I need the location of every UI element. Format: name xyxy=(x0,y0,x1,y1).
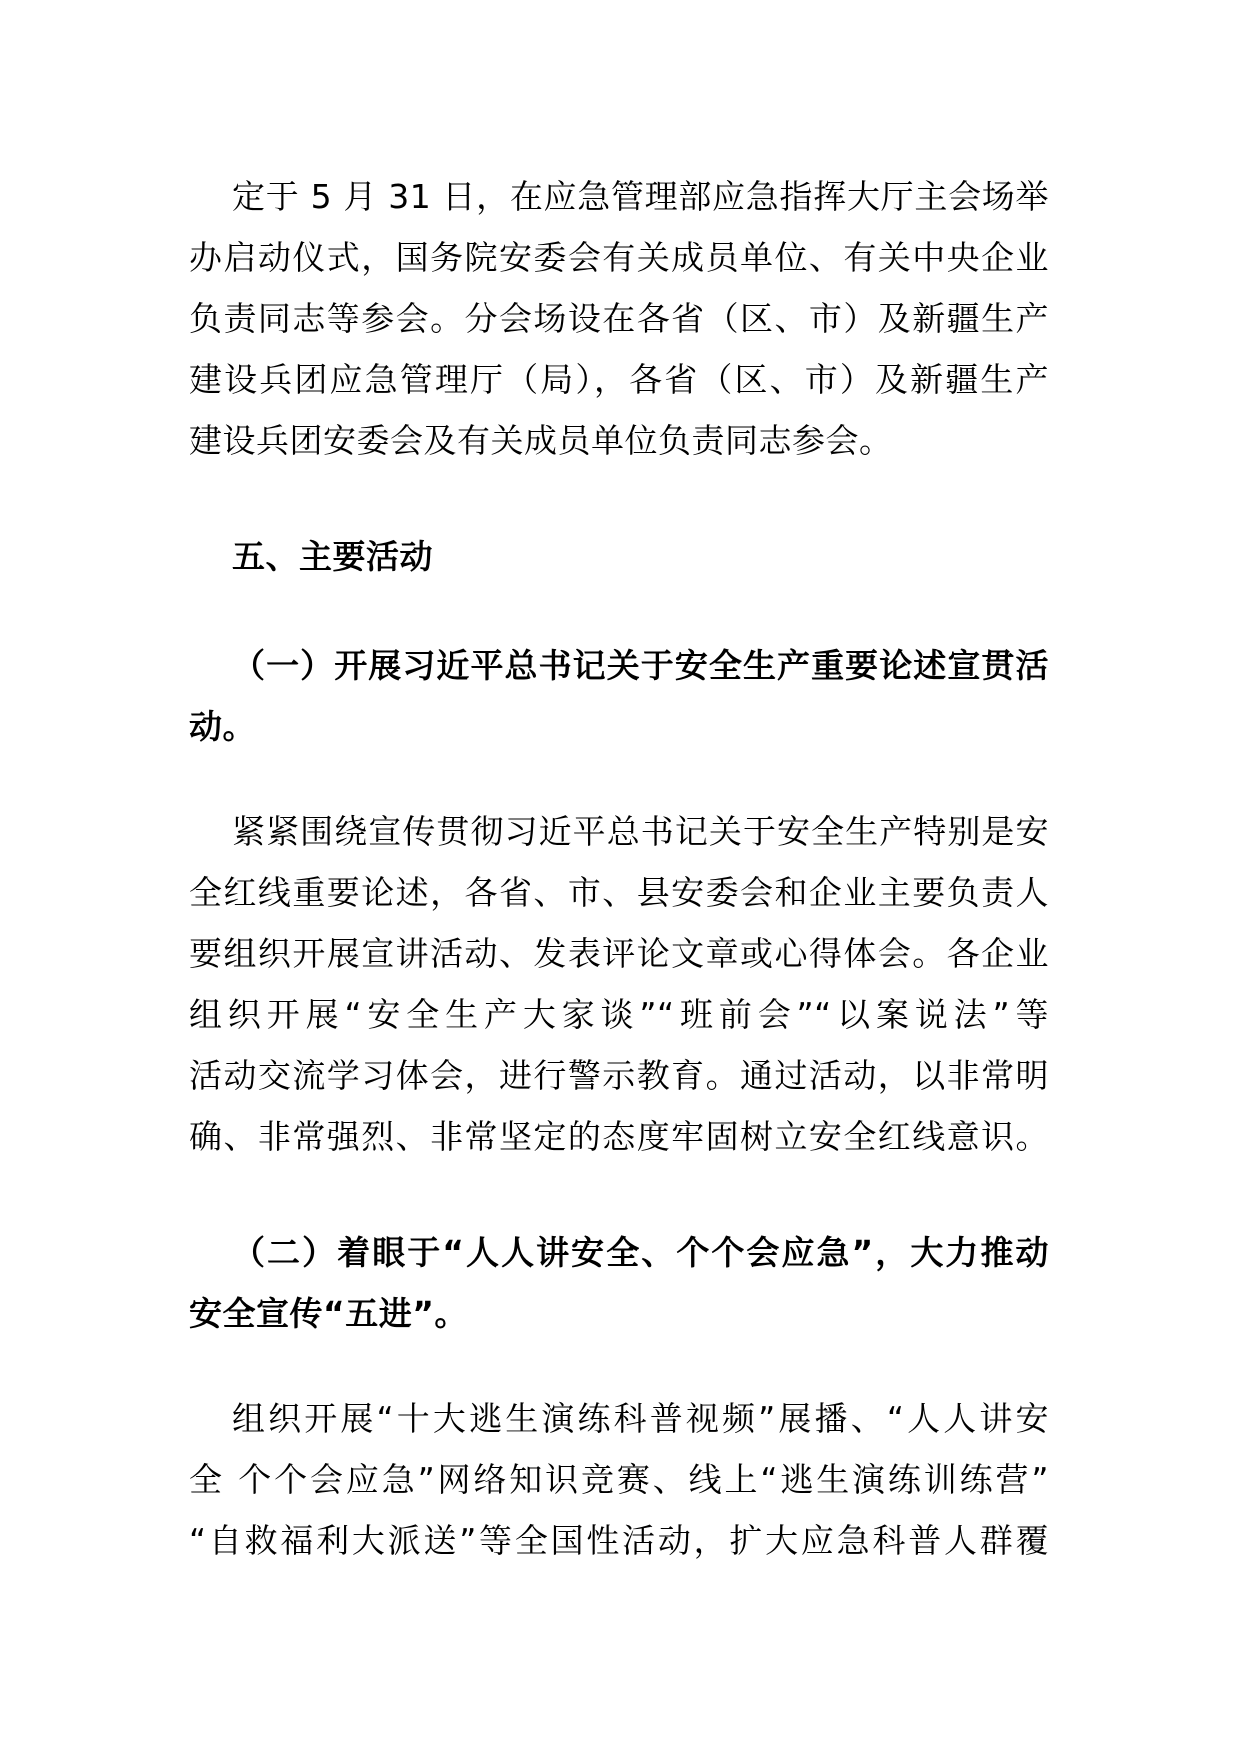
paragraph-line: 全红线重要论述，各省、市、县安委会和企业主要负责人 xyxy=(189,873,1049,912)
paragraph-line: 紧紧围绕宣传贯彻习近平总书记关于安全生产特别是安 xyxy=(232,812,1049,851)
paragraph-line: “自救福利大派送”等全国性活动，扩大应急科普人群覆 xyxy=(189,1521,1049,1560)
paragraph-line: 活动交流学习体会，进行警示教育。通过活动，以非常明 xyxy=(189,1056,1049,1095)
section-heading: 五、主要活动 xyxy=(232,537,433,576)
paragraph-line: 确、非常强烈、非常坚定的态度牢固树立安全红线意识。 xyxy=(189,1117,1049,1156)
paragraph-line: 办启动仪式，国务院安委会有关成员单位、有关中央企业 xyxy=(189,238,1049,277)
paragraph-line: 要组织开展宣讲活动、发表评论文章或心得体会。各企业 xyxy=(189,934,1049,973)
paragraph-line: 全 个个会应急”网络知识竞赛、线上“逃生演练训练营” xyxy=(189,1460,1049,1499)
paragraph-line: 负责同志等参会。分会场设在各省（区、市）及新疆生产 xyxy=(189,299,1049,338)
paragraph-line: 组织开展“安全生产大家谈”“班前会”“以案说法”等 xyxy=(189,995,1049,1034)
subheading-line: （二）着眼于“人人讲安全、个个会应急”，大力推动 xyxy=(232,1233,1049,1272)
subheading-line: 动。 xyxy=(189,707,256,746)
paragraph-line: 建设兵团应急管理厅（局），各省（区、市）及新疆生产 xyxy=(189,360,1049,399)
subheading-line: （一）开展习近平总书记关于安全生产重要论述宣贯活 xyxy=(232,646,1049,685)
paragraph-line: 建设兵团安委会及有关成员单位负责同志参会。 xyxy=(189,421,893,460)
paragraph-line: 组织开展“十大逃生演练科普视频”展播、“人人讲安 xyxy=(232,1399,1049,1438)
subheading-line: 安全宣传“五进”。 xyxy=(189,1294,468,1333)
paragraph-line: 定于 5 月 31 日，在应急管理部应急指挥大厅主会场举 xyxy=(232,177,1049,216)
